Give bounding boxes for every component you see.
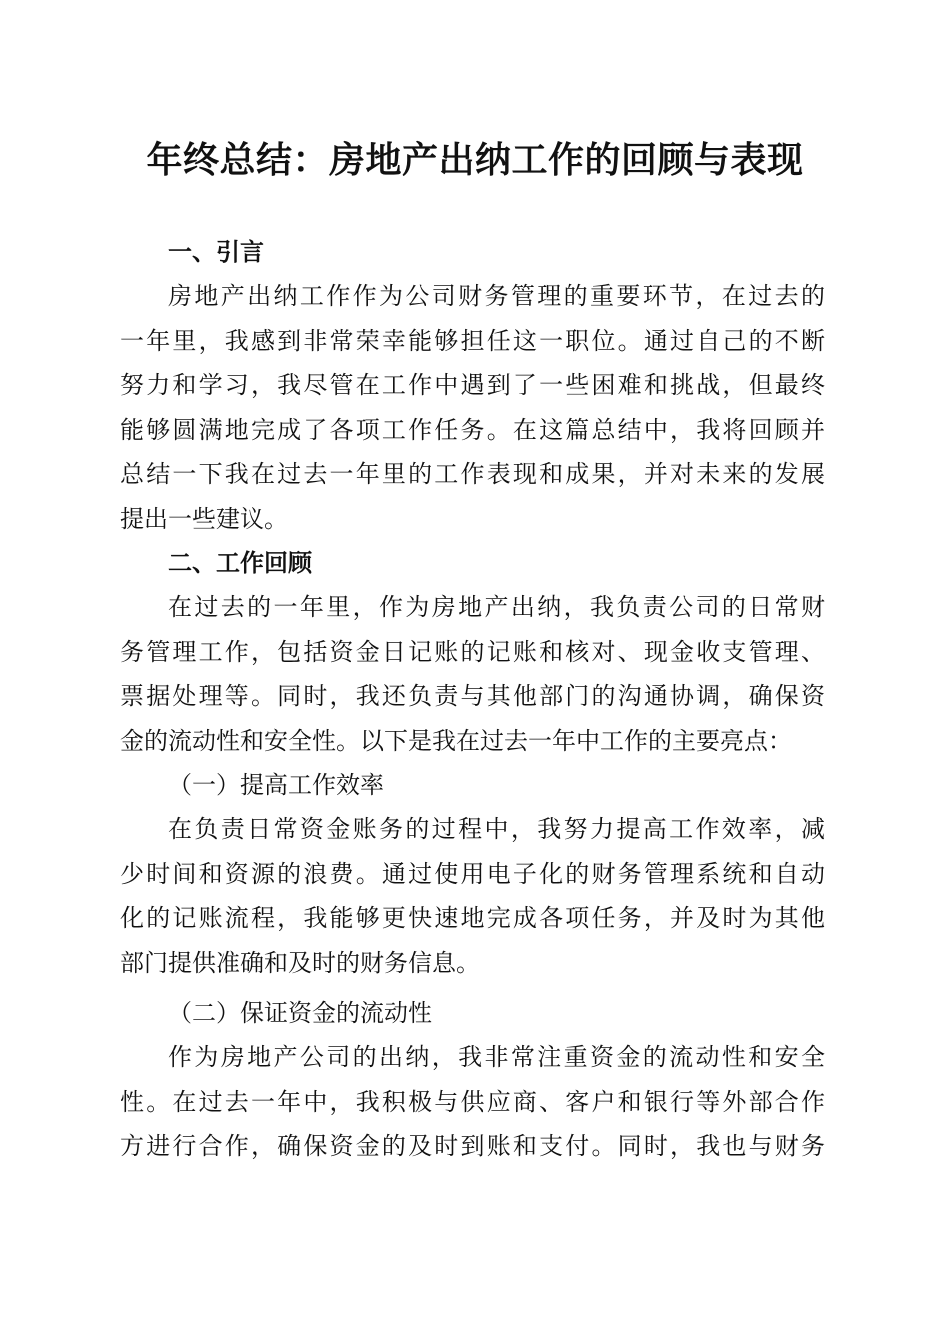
paragraph-line: 在负责日常资金账务的过程中，我努力提高工作效率，减 [168, 815, 825, 843]
efficiency-paragraph [120, 807, 825, 985]
paragraph-line: 金的流动性和安全性。以下是我在过去一年中工作的主要亮点： [120, 726, 792, 755]
intro-paragraph [120, 274, 825, 541]
document-title: 年终总结：房地产出纳工作的回顾与表现 [146, 139, 804, 181]
paragraph-line: 性。在过去一年中，我积极与供应商、客户和银行等外部合作 [120, 1087, 825, 1116]
review-paragraph [120, 585, 825, 763]
subsection-heading-liquidity: （二）保证资金的流动性 [168, 999, 432, 1027]
paragraph-line: 方进行合作，确保资金的及时到账和支付。同时，我也与财务 [120, 1132, 825, 1160]
paragraph-line: 在过去的一年里，作为房地产出纳，我负责公司的日常财 [168, 593, 825, 621]
paragraph-line: 能够圆满地完成了各项工作任务。在这篇总结中，我将回顾并 [120, 415, 825, 444]
section-heading-intro: 一、引言 [168, 238, 264, 266]
paragraph-line: 化的记账流程，我能够更快速地完成各项任务，并及时为其他 [120, 904, 825, 932]
liquidity-paragraph [120, 1035, 825, 1169]
paragraph-line: 努力和学习，我尽管在工作中遇到了一些困难和挑战，但最终 [120, 371, 825, 399]
document-body [120, 230, 825, 1169]
paragraph-line: 作为房地产公司的出纳，我非常注重资金的流动性和安全 [168, 1043, 825, 1071]
subsection-heading-efficiency: （一）提高工作效率 [168, 771, 384, 799]
paragraph-line: 总结一下我在过去一年里的工作表现和成果，并对未来的发展 [120, 460, 825, 488]
paragraph-line: 部门提供准确和及时的财务信息。 [120, 948, 480, 977]
paragraph-line: 务管理工作，包括资金日记账的记账和核对、现金收支管理、 [120, 637, 825, 666]
section-heading-review: 二、工作回顾 [168, 549, 312, 577]
paragraph-line: 少时间和资源的浪费。通过使用电子化的财务管理系统和自动 [120, 859, 825, 888]
paragraph-line: 提出一些建议。 [120, 504, 288, 533]
paragraph-line: 房地产出纳工作作为公司财务管理的重要环节，在过去的 [168, 282, 825, 310]
paragraph-line: 一年里，我感到非常荣幸能够担任这一职位。通过自己的不断 [120, 326, 825, 355]
paragraph-line: 票据处理等。同时，我还负责与其他部门的沟通协调，确保资 [120, 682, 825, 710]
